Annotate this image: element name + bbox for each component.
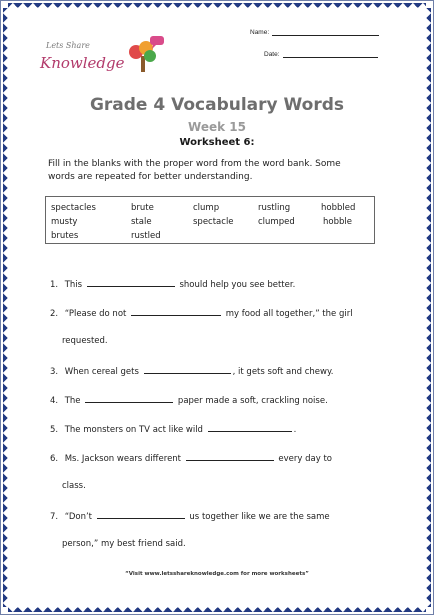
decorative-border-bottom — [8, 603, 426, 612]
instructions-text: Fill in the blanks with the proper word from the word bank. Some words are repeated for better understanding. — [48, 159, 341, 182]
word-bank-item: hobbled — [321, 203, 356, 213]
question-text-before: This — [64, 280, 83, 290]
word-bank-item: spectacle — [193, 217, 234, 227]
word-bank-item: rustled — [131, 231, 161, 241]
question-text-before: Ms. Jackson wears different — [64, 454, 182, 464]
question-5 — [50, 423, 296, 435]
question-text-after: us together like we are the same — [189, 512, 330, 522]
worksheet-label: Worksheet 6: — [179, 137, 255, 148]
question-text-after: paper made a soft, crackling noise. — [177, 396, 328, 406]
date-field[interactable] — [264, 49, 378, 58]
answer-blank[interactable] — [131, 307, 221, 316]
question-2 — [50, 307, 353, 319]
word-bank-item: musty — [51, 217, 78, 227]
answer-blank[interactable] — [208, 423, 292, 432]
question-1 — [50, 278, 295, 290]
question-number: 4. — [50, 396, 59, 406]
answer-blank[interactable] — [144, 365, 231, 374]
question-number: 5. — [50, 425, 59, 435]
question-text-before: “Please do not — [64, 309, 127, 319]
answer-blank[interactable] — [97, 510, 185, 519]
question-3 — [50, 365, 333, 377]
question-7 — [50, 510, 330, 522]
word-bank-item: hobble — [323, 217, 352, 227]
word-bank-item: rustling — [258, 203, 291, 213]
question-number: 3. — [50, 367, 59, 377]
week-label: Week 15 — [188, 120, 246, 134]
question-text-after: should help you see better. — [179, 280, 296, 290]
name-underline[interactable] — [272, 27, 379, 36]
word-bank — [45, 196, 375, 244]
question-7-continued: person,” my best friend said. — [62, 539, 186, 549]
question-number: 6. — [50, 454, 59, 464]
answer-blank[interactable] — [87, 278, 175, 287]
question-text-after: every day to — [278, 454, 333, 464]
svg-text:Knowledge: Knowledge — [40, 54, 125, 72]
question-text-before: “Don’t — [64, 512, 93, 522]
date-label: Date: — [264, 51, 280, 58]
question-text-after: my food all together,” the girl — [225, 309, 353, 319]
question-text-before: When cereal gets — [64, 367, 139, 377]
decorative-border-top — [8, 3, 426, 12]
word-bank-item: stale — [131, 217, 152, 227]
question-text-after: . — [293, 425, 297, 435]
name-label: Name: — [250, 29, 270, 36]
date-underline[interactable] — [283, 49, 378, 58]
question-6 — [50, 452, 332, 464]
question-2-continued: requested. — [62, 336, 108, 346]
word-bank-item: spectacles — [51, 203, 96, 213]
question-text-after: , it gets soft and chewy. — [232, 367, 334, 377]
footer-text: “Visit www.letsshareknowledge.com for more worksheets” — [125, 571, 309, 577]
question-number: 7. — [50, 512, 59, 522]
svg-text:Lets Share: Lets Share — [46, 41, 90, 50]
word-bank-item: brute — [131, 203, 154, 213]
word-bank-item: brutes — [51, 231, 79, 241]
question-6-continued: class. — [62, 481, 86, 491]
question-text-before: The — [64, 396, 81, 406]
question-text-before: The monsters on TV act like wild — [64, 425, 203, 435]
name-field[interactable] — [250, 27, 379, 36]
question-number: 1. — [50, 280, 59, 290]
question-number: 2. — [50, 309, 59, 319]
word-bank-item: clumped — [258, 217, 295, 227]
tree-with-speech-bubble-icon — [38, 32, 168, 82]
question-4 — [50, 394, 328, 406]
site-logo — [38, 32, 168, 82]
word-bank-item: clump — [193, 203, 220, 213]
answer-blank[interactable] — [186, 452, 274, 461]
answer-blank[interactable] — [85, 394, 173, 403]
page-title: Grade 4 Vocabulary Words — [89, 95, 345, 115]
